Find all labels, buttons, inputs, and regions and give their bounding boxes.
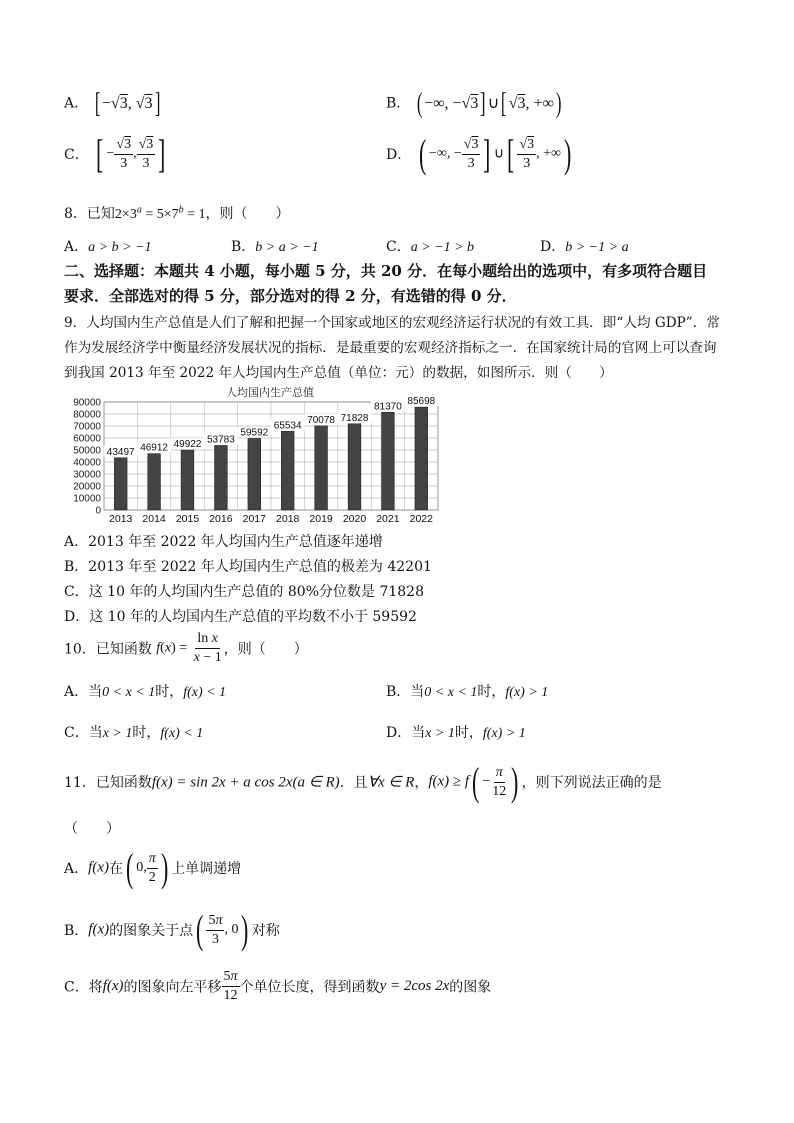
x-tick-label: 2017 bbox=[242, 513, 266, 525]
option-fx: f(x) bbox=[88, 859, 109, 876]
option-cond: x > 1 bbox=[425, 726, 455, 741]
option-res: f(x) > 1 bbox=[482, 726, 526, 741]
option-label: B． bbox=[64, 923, 89, 939]
option-label: B． bbox=[231, 239, 256, 255]
y-tick-label: 20000 bbox=[73, 481, 101, 493]
x-tick-label: 2021 bbox=[376, 513, 400, 525]
q10-option-a bbox=[64, 681, 226, 701]
q11-comma: ， bbox=[414, 775, 429, 791]
chart-x-axis bbox=[109, 513, 433, 525]
q10-option-c bbox=[64, 722, 203, 742]
option-post: 对称 bbox=[251, 923, 280, 939]
option-label: D． bbox=[540, 239, 566, 255]
option-label: C． bbox=[386, 239, 411, 255]
y-tick-label: 0 bbox=[95, 505, 101, 517]
option-cond: 0 < x < 1 bbox=[102, 685, 156, 700]
option-end: 的图象 bbox=[449, 979, 492, 996]
option-res: f(x) > 1 bbox=[505, 685, 549, 700]
q8-suffix: ，则（ ） bbox=[205, 206, 290, 222]
option-label: C． bbox=[64, 147, 89, 163]
section-heading-line2: 要求．全部选对的得 5 分，部分选对的得 2 分，有选错的得 0 分． bbox=[64, 287, 517, 305]
chart-y-axis bbox=[73, 398, 101, 517]
q11-option-b: B．f(x)的图象关于点( $\frac{5\pi}{3}$ , 0) 对称 bbox=[64, 907, 280, 952]
y-tick-label: 50000 bbox=[73, 445, 101, 457]
q8-option-a bbox=[64, 236, 151, 256]
option-fx: f(x) bbox=[102, 978, 124, 994]
data-label-2021: 81370 bbox=[373, 401, 402, 413]
option-mid: 的图象向左平移 bbox=[123, 979, 222, 996]
x-tick-label: 2020 bbox=[342, 513, 367, 525]
option-label: D．当 bbox=[386, 725, 426, 741]
data-label-2014: 46912 bbox=[140, 442, 169, 454]
bar-2022 bbox=[415, 407, 428, 510]
option-pre: 的图象关于点 bbox=[109, 923, 194, 939]
q9-option-c: C．这 10 年的人均国内生产总值的 80%分位数是 71828 bbox=[64, 584, 424, 600]
y-tick-label: 10000 bbox=[73, 493, 101, 505]
q10-suffix: ，则（ ） bbox=[223, 641, 308, 658]
option-mid: 时， bbox=[132, 725, 161, 741]
y-tick-label: 30000 bbox=[73, 469, 101, 481]
option-label: A． bbox=[64, 95, 89, 112]
q10-func-lhs: f bbox=[156, 640, 161, 656]
q10-option-d bbox=[386, 722, 526, 742]
x-tick-label: 2016 bbox=[209, 513, 233, 525]
data-label-2020: 71828 bbox=[340, 412, 369, 424]
x-tick-label: 2015 bbox=[175, 513, 200, 525]
y-tick-label: 90000 bbox=[73, 397, 101, 409]
option-func: y = 2cos 2x bbox=[379, 978, 450, 994]
data-label-2018: 65534 bbox=[273, 420, 302, 432]
q9-option-d: D．这 10 年的人均国内生产总值的平均数不小于 59592 bbox=[64, 609, 417, 625]
data-label-2019: 70078 bbox=[307, 414, 336, 426]
option-mid: 时， bbox=[477, 684, 506, 700]
q8-prefix: 8．已知 bbox=[64, 206, 115, 222]
x-tick-label: 2018 bbox=[276, 513, 300, 525]
x-tick-label: 2022 bbox=[409, 513, 433, 525]
q10-stem: 10．已知函数 f(x) = $\frac{\text{ln x}}{x - 1}$ ，则（ ） bbox=[64, 631, 308, 665]
eq-part: = 5×7 bbox=[141, 207, 179, 222]
option-label: B．当 bbox=[386, 684, 425, 700]
x-tick-label: 2019 bbox=[309, 513, 333, 525]
q7-option-a bbox=[64, 90, 162, 118]
q10-option-b bbox=[386, 681, 548, 701]
q9-option-a: A．2013 年至 2022 年人均国内生产总值逐年递增 bbox=[64, 534, 383, 550]
option-text: b > −1 > a bbox=[565, 240, 629, 255]
data-label-2015: 49922 bbox=[173, 439, 202, 451]
q11-suffix: ，则下列说法正确的是 bbox=[521, 775, 662, 791]
q10-fraction: $\frac{\text{ln x}}{x - 1}$ bbox=[193, 631, 222, 665]
q9-stem-line3: 到我国 2013 年至 2022 年人均国内生产总值（单位：元）的数据，如图所示．则（ ） bbox=[64, 365, 613, 381]
bar-2020 bbox=[348, 424, 361, 510]
option-mid: 时， bbox=[454, 725, 483, 741]
option-a-math: [ −√3, √3] bbox=[94, 88, 160, 119]
option-pre: 在 bbox=[108, 861, 123, 877]
bar-2016 bbox=[215, 445, 228, 510]
option-res: f(x) < 1 bbox=[183, 685, 227, 700]
q8-option-b bbox=[231, 236, 319, 256]
q8-option-d bbox=[540, 236, 629, 256]
data-label-2022: 85698 bbox=[407, 396, 436, 408]
q7-option-b bbox=[386, 90, 563, 118]
bar-2017 bbox=[248, 438, 261, 510]
option-label: B． bbox=[386, 95, 411, 112]
option-res: f(x) < 1 bbox=[160, 726, 204, 741]
bar-2021 bbox=[382, 412, 395, 510]
exp-b: b bbox=[178, 204, 184, 216]
bar-2019 bbox=[315, 426, 328, 510]
bar-2018 bbox=[281, 431, 294, 510]
q11-stem: 11．已知函数f(x) = sin 2x + a cos 2x(a ∈ R)．且∀x ∈ R，f(x) ≥ f( − $\frac{\pi}{12}$ ) ，则下列说法正确的是 bbox=[64, 759, 662, 804]
option-label: A． bbox=[64, 239, 89, 255]
q7-option-d: D． ( −∞, − $\frac{√3}{3}$ ] ∪[ $\frac{√3}{3}$ , +∞) bbox=[386, 131, 572, 176]
y-tick-label: 70000 bbox=[73, 421, 101, 433]
option-label: C．将 bbox=[64, 979, 103, 996]
chart-title: 人均国内生产总值 bbox=[226, 387, 314, 399]
q11-mid: ．且 bbox=[339, 775, 368, 791]
q7-option-c: C． [ − $\frac{√3}{3}$ , $\frac{√3}{3}$ ] bbox=[64, 131, 166, 176]
q8-equation bbox=[114, 204, 206, 222]
option-text: b > a > −1 bbox=[255, 240, 319, 255]
option-label: D． bbox=[386, 147, 412, 163]
option-cond: x > 1 bbox=[102, 726, 133, 741]
option-label: A． bbox=[64, 861, 89, 877]
data-label-2016: 53783 bbox=[206, 434, 235, 446]
option-fx: f(x) bbox=[88, 921, 110, 938]
gdp-bar-chart bbox=[62, 384, 444, 526]
eq-part: 2×3 bbox=[114, 207, 137, 222]
option-cond: 0 < x < 1 bbox=[424, 685, 478, 700]
q9-stem-line1: 9．人均国内生产总值是人们了解和把握一个国家或地区的宏观经济运行状况的有效工具．即“人均 GDP”．常 bbox=[64, 315, 720, 331]
option-b-math: ( −∞, −√3] ∪[ √3, +∞) bbox=[416, 88, 562, 119]
q11-option-a: A．f(x)在( 0, $\frac{\pi}{2}$ ) 上单调递增 bbox=[64, 845, 242, 890]
data-label-2013: 43497 bbox=[106, 446, 135, 458]
bar-2015 bbox=[181, 450, 194, 510]
section-heading-line1: 二、选择题：本题共 4 小题，每小题 5 分，共 20 分．在每小题给出的选项中，有多项符合题目 bbox=[64, 262, 708, 280]
q8-option-c bbox=[386, 236, 474, 256]
y-tick-label: 40000 bbox=[73, 457, 101, 469]
q11-answer-paren: （ ） bbox=[64, 821, 120, 837]
option-text: a > b > −1 bbox=[88, 240, 152, 255]
option-post: 上单调递增 bbox=[171, 861, 242, 877]
exp-a: a bbox=[136, 204, 142, 216]
eq-part: = 1 bbox=[183, 207, 206, 222]
x-tick-label: 2014 bbox=[142, 513, 166, 525]
option-label: A．当 bbox=[64, 684, 103, 700]
q11-prefix: 11．已知函数 bbox=[64, 775, 152, 791]
option-text: a > −1 > b bbox=[410, 240, 475, 255]
q11-forall: ∀x ∈ R bbox=[367, 774, 415, 791]
q11-option-c: C．将f(x)的图象向左平移 $\frac{5\pi}{12}$ 个单位长度，得到函数y = 2cos 2x的图象 bbox=[64, 969, 492, 1003]
q8-stem bbox=[64, 203, 290, 223]
q10-prefix: 10．已知函数 bbox=[64, 641, 152, 658]
bar-2014 bbox=[148, 454, 161, 510]
q9-stem-line2: 作为发展经济学中衡量经济发展状况的指标．是最重要的宏观经济指标之一．在国家统计局的官网上可以查询 bbox=[64, 340, 717, 356]
option-label: C．当 bbox=[64, 725, 103, 741]
y-tick-label: 80000 bbox=[73, 409, 101, 421]
q11-func: f(x) = sin 2x + a cos 2x(a ∈ R) bbox=[151, 774, 340, 791]
option-mid: 时， bbox=[155, 684, 184, 700]
bar-2013 bbox=[114, 458, 127, 510]
option-post: 个单位长度，得到函数 bbox=[239, 979, 380, 996]
y-tick-label: 60000 bbox=[73, 433, 101, 445]
q11-fraction: $\frac{\pi}{12}$ bbox=[492, 764, 507, 799]
q11-ineq: f(x) ≥ f bbox=[428, 773, 470, 790]
x-tick-label: 2013 bbox=[109, 513, 133, 525]
data-label-2017: 59592 bbox=[240, 427, 269, 439]
q9-option-b: B．2013 年至 2022 年人均国内生产总值的极差为 42201 bbox=[64, 559, 432, 575]
